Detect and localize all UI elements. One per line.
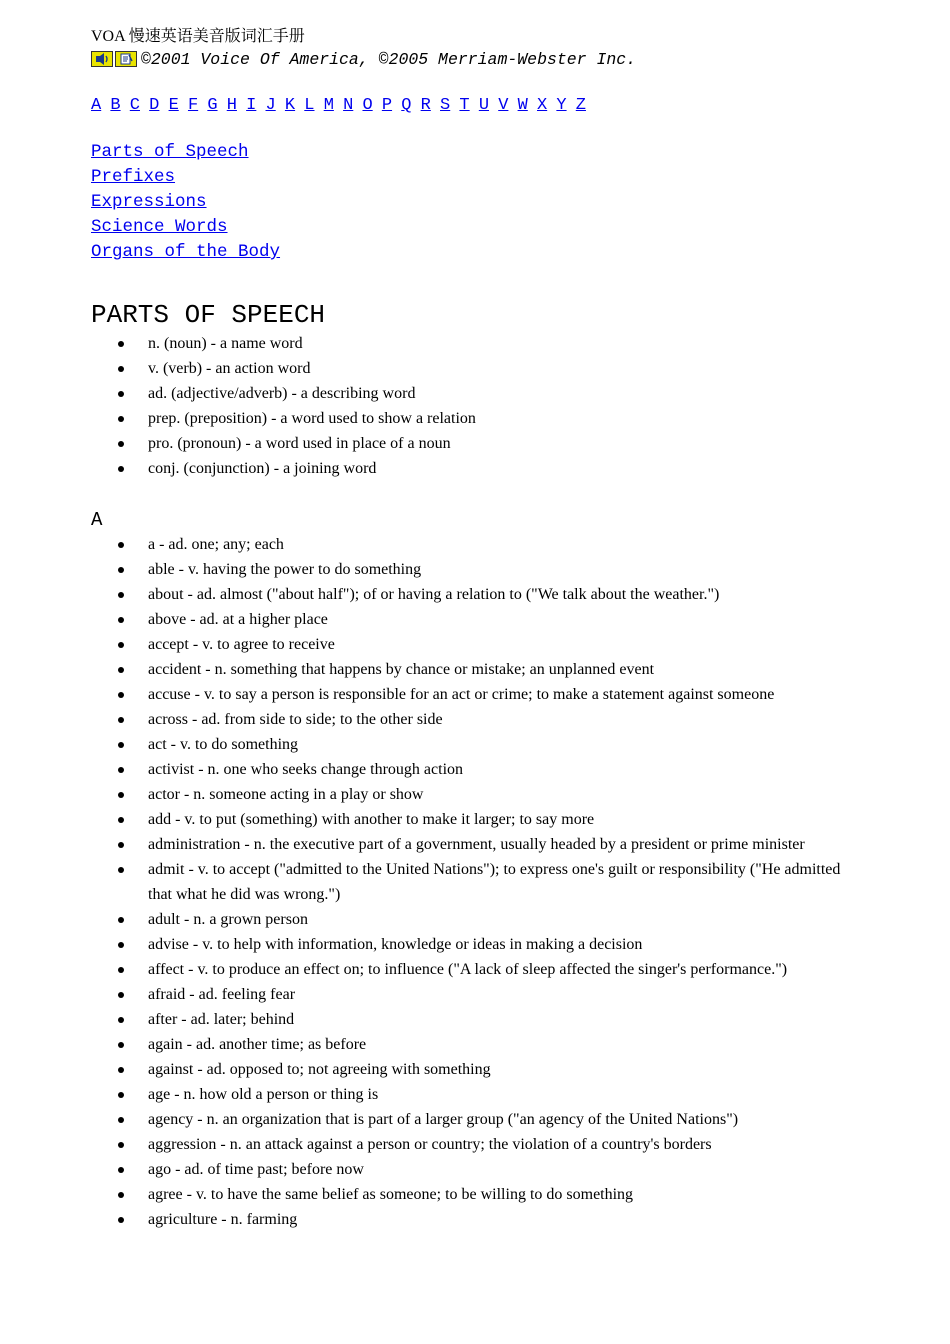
document-page: [91, 26, 891, 1232]
list-item: accept - v. to agree to receive: [91, 632, 848, 657]
list-item: ago - ad. of time past; before now: [91, 1157, 848, 1182]
list-item: after - ad. later; behind: [91, 1007, 848, 1032]
list-item: afraid - ad. feeling fear: [91, 982, 848, 1007]
copyright-text: ©2001 Voice Of America, ©2005 Merriam-Webster Inc.: [141, 49, 637, 69]
list-item: across - ad. from side to side; to the other side: [91, 707, 848, 732]
alphabet-link-x[interactable]: X: [536, 96, 548, 115]
alphabet-link-s[interactable]: S: [440, 96, 451, 115]
list-item: aggression - n. an attack against a person or country; the violation of a country's borders: [91, 1132, 848, 1157]
section-nav: [91, 140, 891, 265]
list-item: prep. (preposition) - a word used to show a relation: [91, 406, 848, 431]
list-item: actor - n. someone acting in a play or show: [91, 782, 848, 807]
nav-link-parts-of-speech[interactable]: Parts of Speech: [91, 142, 249, 162]
notes-icon[interactable]: [115, 51, 137, 67]
alphabet-link-o[interactable]: O: [362, 96, 373, 115]
nav-link-science-words[interactable]: Science Words: [91, 217, 228, 237]
alphabet-link-y[interactable]: Y: [556, 96, 567, 115]
alphabet-link-c[interactable]: C: [129, 96, 140, 115]
list-item: about - ad. almost ("about half"); of or having a relation to ("We talk about the weather."): [91, 582, 848, 607]
alphabet-link-j[interactable]: J: [265, 96, 276, 115]
alphabet-link-r[interactable]: R: [420, 96, 431, 115]
list-item: accuse - v. to say a person is responsible for an act or crime; to make a statement against someone: [91, 682, 848, 707]
copyright-row: [91, 48, 891, 70]
vocabulary-list-a: [91, 532, 891, 1232]
alphabet-link-g[interactable]: G: [207, 96, 218, 115]
list-item: accident - n. something that happens by chance or mistake; an unplanned event: [91, 657, 848, 682]
list-item: above - ad. at a higher place: [91, 607, 848, 632]
nav-link-organs-of-the-body[interactable]: Organs of the Body: [91, 242, 281, 262]
alphabet-link-u[interactable]: U: [478, 96, 490, 115]
list-item: advise - v. to help with information, knowledge or ideas in making a decision: [91, 932, 848, 957]
list-item: activist - n. one who seeks change through action: [91, 757, 848, 782]
list-item: v. (verb) - an action word: [91, 356, 848, 381]
alphabet-link-v[interactable]: V: [498, 96, 509, 115]
list-item: a - ad. one; any; each: [91, 532, 848, 557]
alphabet-link-e[interactable]: E: [168, 96, 179, 115]
list-item: n. (noun) - a name word: [91, 331, 848, 356]
list-item: agriculture - n. farming: [91, 1207, 848, 1232]
list-item: age - n. how old a person or thing is: [91, 1082, 848, 1107]
list-item: pro. (pronoun) - a word used in place of a noun: [91, 431, 848, 456]
alphabet-link-b[interactable]: B: [110, 96, 121, 115]
list-item: act - v. to do something: [91, 732, 848, 757]
parts-of-speech-heading: PARTS OF SPEECH: [91, 300, 326, 330]
parts-of-speech-list: [91, 331, 891, 481]
alphabet-link-p[interactable]: P: [381, 96, 393, 115]
list-item: able - v. having the power to do something: [91, 557, 848, 582]
alphabet-link-a[interactable]: A: [91, 96, 102, 115]
letter-a-heading: A: [91, 509, 103, 531]
nav-link-prefixes[interactable]: Prefixes: [91, 167, 176, 187]
list-item: adult - n. a grown person: [91, 907, 848, 932]
list-item: admit - v. to accept ("admitted to the United Nations"); to express one's guilt or responsibility ("He admitted that what he did was wrong."): [91, 857, 848, 907]
list-item: agency - n. an organization that is part of a larger group ("an agency of the United Nations"): [91, 1107, 848, 1132]
alphabet-link-f[interactable]: F: [187, 96, 199, 115]
alphabet-link-z[interactable]: Z: [575, 96, 586, 115]
alphabet-link-n[interactable]: N: [343, 96, 354, 115]
alphabet-link-h[interactable]: H: [226, 96, 237, 115]
list-item: again - ad. another time; as before: [91, 1032, 848, 1057]
list-item: affect - v. to produce an effect on; to influence ("A lack of sleep affected the singer's performance."): [91, 957, 848, 982]
list-item: conj. (conjunction) - a joining word: [91, 456, 848, 481]
list-item: against - ad. opposed to; not agreeing with something: [91, 1057, 848, 1082]
alphabet-link-d[interactable]: D: [149, 96, 160, 115]
alphabet-link-m[interactable]: M: [323, 96, 334, 115]
nav-link-expressions[interactable]: Expressions: [91, 192, 207, 212]
list-item: agree - v. to have the same belief as someone; to be willing to do something: [91, 1182, 848, 1207]
alphabet-link-l[interactable]: L: [304, 96, 315, 115]
document-title: VOA 慢速英语美音版词汇手册: [91, 28, 305, 45]
alphabet-link-i[interactable]: I: [246, 96, 257, 115]
list-item: add - v. to put (something) with another to make it larger; to say more: [91, 807, 848, 832]
alphabet-link-w[interactable]: W: [517, 96, 528, 115]
list-item: ad. (adjective/adverb) - a describing word: [91, 381, 848, 406]
list-item: administration - n. the executive part of a government, usually headed by a president or prime minister: [91, 832, 848, 857]
alphabet-index: [91, 95, 891, 117]
alphabet-link-k[interactable]: K: [284, 96, 296, 115]
alphabet-link-q[interactable]: Q: [401, 96, 412, 115]
speaker-icon[interactable]: [91, 51, 113, 67]
alphabet-link-t[interactable]: T: [459, 96, 470, 115]
